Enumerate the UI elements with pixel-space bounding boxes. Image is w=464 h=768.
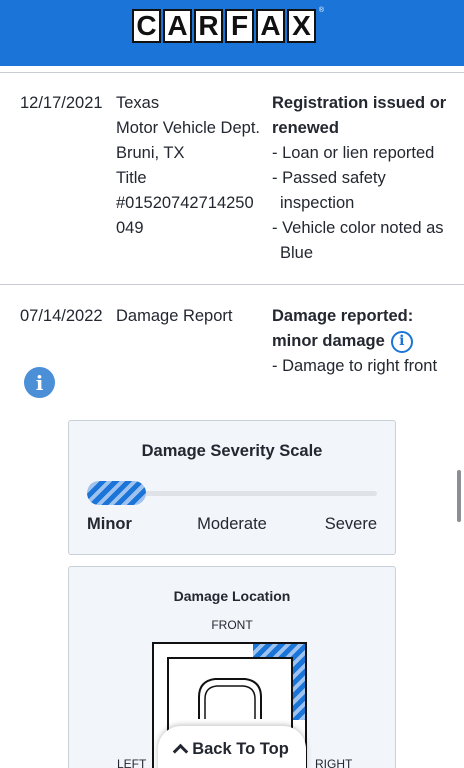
info-icon[interactable]: i <box>391 331 413 353</box>
record-title <box>272 91 452 141</box>
logo-letter: X <box>287 9 316 43</box>
logo-letter: F <box>225 9 254 43</box>
info-icon[interactable]: i <box>24 367 55 398</box>
divider <box>0 72 464 73</box>
source-line: 049 <box>116 219 144 237</box>
front-label: FRONT <box>211 618 253 632</box>
severity-title: Damage Severity Scale <box>141 442 323 460</box>
record-title <box>272 304 452 354</box>
record-items <box>272 141 452 266</box>
record-title-line: Damage reported: <box>272 307 414 325</box>
record-item: - Loan or lien reported <box>272 144 435 162</box>
damage-severity-card <box>68 420 396 555</box>
damage-area-right-side <box>291 644 305 720</box>
back-to-top-label: Back To Top <box>192 739 289 758</box>
chevron-up-icon <box>173 744 189 760</box>
app-header <box>0 0 464 66</box>
carfax-logo[interactable] <box>132 7 324 43</box>
source-line: #01520742714250 <box>116 194 254 212</box>
logo-letter: A <box>256 9 285 43</box>
record-source <box>116 91 268 241</box>
divider <box>0 284 464 285</box>
severity-indicator <box>87 481 146 505</box>
source-line: Texas <box>116 94 160 112</box>
source-line: Motor Vehicle Dept. <box>116 119 260 137</box>
record-details <box>272 91 452 266</box>
logo-letter: C <box>132 9 161 43</box>
location-title: Damage Location <box>173 588 291 604</box>
severity-label-minor: Minor <box>87 515 132 533</box>
left-label: LEFT <box>117 757 147 768</box>
back-to-top-button[interactable] <box>158 726 306 768</box>
record-details <box>272 304 452 379</box>
record-title-line: renewed <box>272 119 339 137</box>
severity-label-moderate: Moderate <box>197 515 267 533</box>
registered-mark: ® <box>318 7 324 14</box>
logo-letter: R <box>194 9 223 43</box>
record-title-line: Registration issued or <box>272 94 447 112</box>
record-item: - Vehicle color noted as Blue <box>272 219 444 262</box>
record-item: - Passed safety inspection <box>272 169 386 212</box>
record-title-line: minor damage <box>272 332 385 350</box>
source-line: Bruni, TX <box>116 144 185 162</box>
record-title-line-with-icon <box>272 329 452 354</box>
severity-label-severe: Severe <box>324 515 377 533</box>
source-line: Title <box>116 169 147 187</box>
scrollbar-thumb[interactable] <box>457 470 461 522</box>
logo-letter: A <box>163 9 192 43</box>
record-items <box>272 354 452 379</box>
right-label: RIGHT <box>315 757 353 768</box>
record-item: - Damage to right front <box>272 357 438 375</box>
record-source: Damage Report <box>116 307 233 325</box>
record-date: 12/17/2021 <box>20 94 103 112</box>
record-date: 07/14/2022 <box>20 307 103 325</box>
